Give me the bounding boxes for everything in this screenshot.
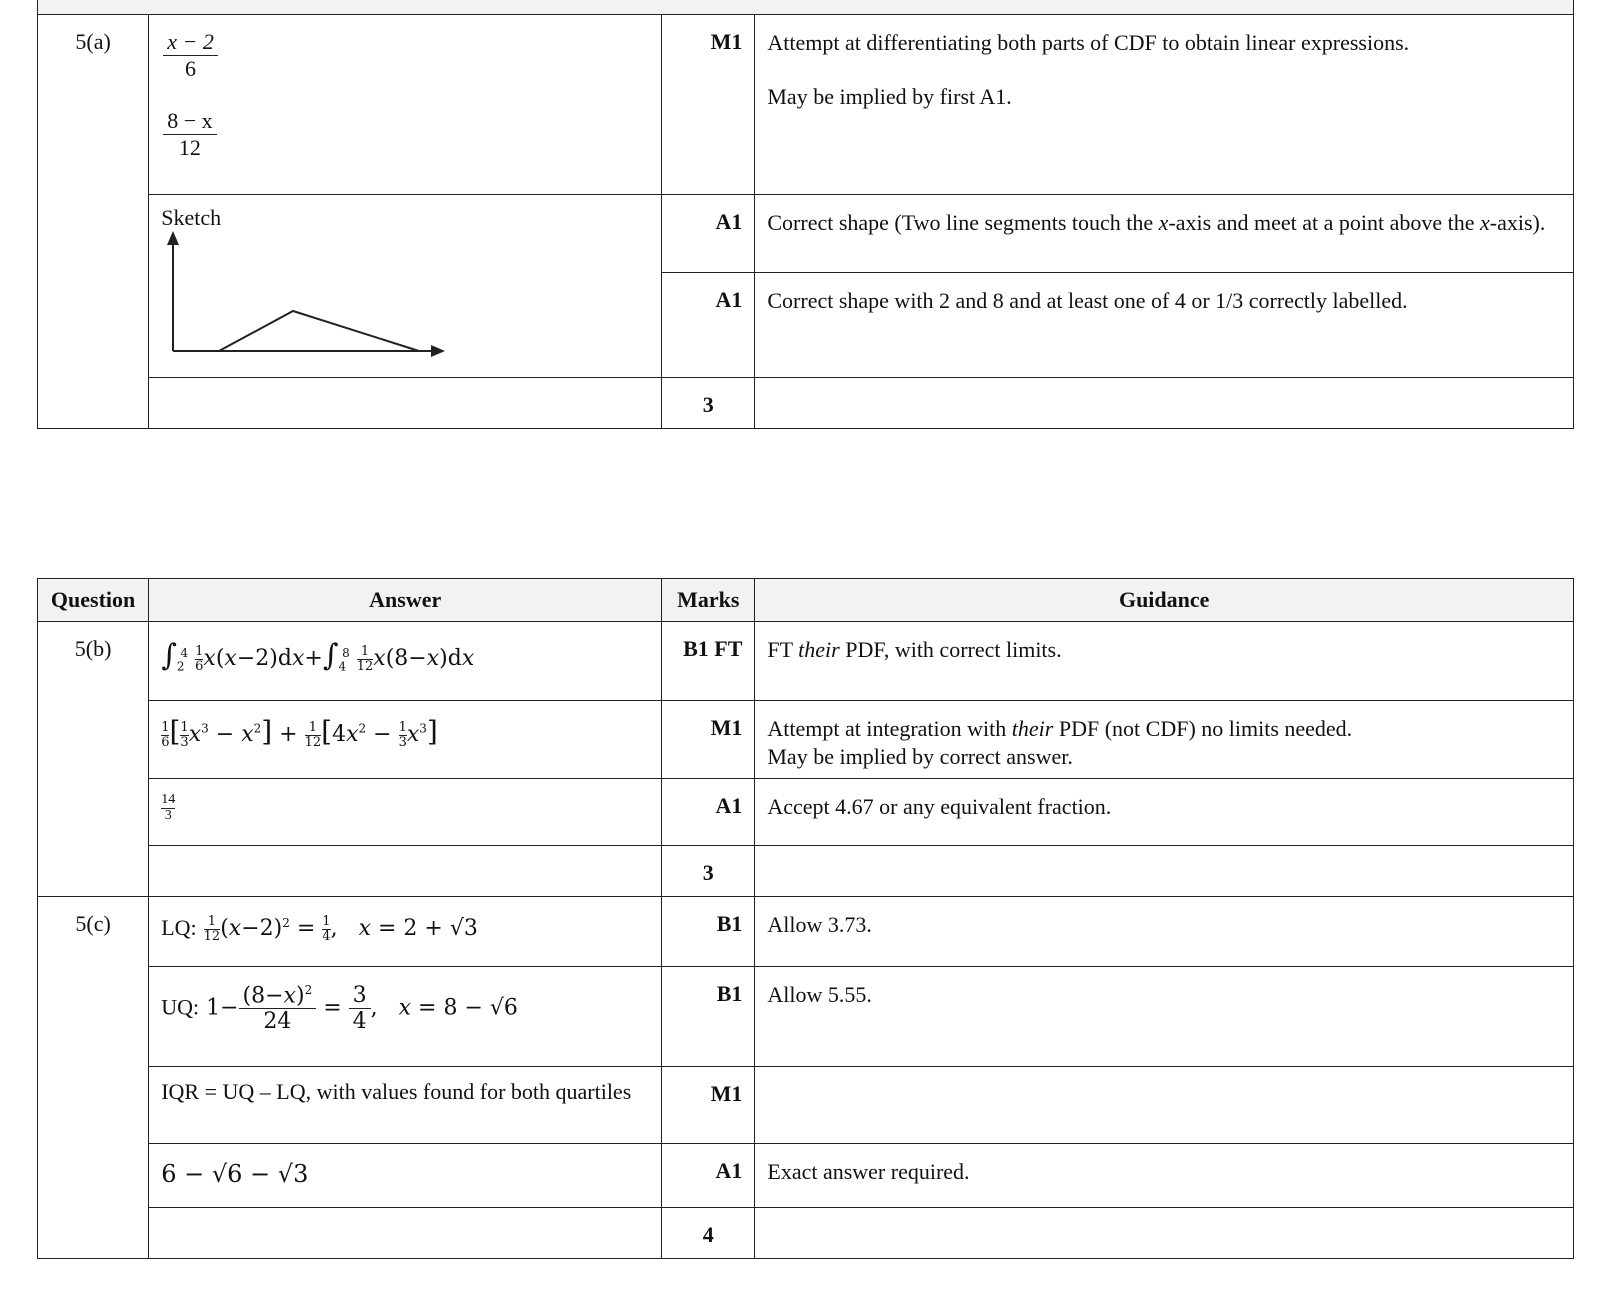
question-number: 5(c) (38, 897, 149, 1259)
guidance-cell: Allow 5.55. (755, 967, 1574, 1067)
answer-iqr-method: IQR = UQ – LQ, with values found for both quartiles (149, 1067, 662, 1144)
guidance-cell: Exact answer required. (755, 1144, 1574, 1208)
pdf-sketch (161, 231, 461, 361)
guidance-cell: Accept 4.67 or any equivalent fraction. (755, 779, 1574, 846)
sketch-cell (149, 195, 662, 378)
total-marks: 4 (662, 1208, 755, 1259)
answer-iqr-value: 6 − √6 − √3 (149, 1144, 662, 1208)
mark-scheme-table-5a (37, 14, 1574, 429)
guidance-cell: Correct shape (Two line segments touch the x-axis and meet at a point above the x-axis). (755, 195, 1574, 273)
total-marks: 3 (662, 846, 755, 897)
answer-antiderivative: $\frac{1}{6}$ [$\frac{1}{3}$ $x^3 - x^2] + \frac{1}{12}$ [$4x^2 - \frac{1}{3}$ $x^3$] (149, 701, 662, 779)
answer-value: $\frac{14}{3}$ (149, 779, 662, 846)
mark-cell: A1 (662, 273, 755, 378)
mark-cell: A1 (662, 779, 755, 846)
answer-lower-quartile: LQ: $\frac{1}{12}$ $(x-2)^2 = \frac{1}{4}$ , x = 2 + √3 (149, 897, 662, 967)
previous-header-strip (37, 0, 1574, 15)
empty-guidance-cell (755, 378, 1574, 429)
mark-scheme-table-5bc (37, 578, 1574, 1259)
header-question: Question (38, 579, 149, 622)
header-guidance: Guidance (755, 579, 1574, 622)
mark-cell: A1 (662, 195, 755, 273)
guidance-cell (755, 1067, 1574, 1144)
empty-guidance-cell (755, 1208, 1574, 1259)
empty-answer-cell (149, 378, 662, 429)
total-marks: 3 (662, 378, 755, 429)
y-axis-arrow (167, 231, 179, 245)
guidance-cell: Correct shape with 2 and 8 and at least one of 4 or 1/3 correctly labelled. (755, 273, 1574, 378)
question-number: 5(b) (38, 622, 149, 897)
answer-integral: $\int_2^4 \frac{1}{6}$ $x(x-2)dx+\int_4^8 \frac{1}{12}$ x(8−x)dx (149, 622, 662, 701)
guidance-cell: Attempt at differentiating both parts of CDF to obtain linear expressions. May be implied by first A1. (755, 15, 1574, 195)
mark-cell: M1 (662, 1067, 755, 1144)
header-answer: Answer (149, 579, 662, 622)
guidance-cell: Allow 3.73. (755, 897, 1574, 967)
mark-cell: M1 (662, 701, 755, 779)
sketch-label: Sketch (161, 205, 222, 230)
pdf-fraction-2: $\frac{8 - x}{12}$ (163, 108, 216, 161)
empty-guidance-cell (755, 846, 1574, 897)
mark-cell: B1 FT (662, 622, 755, 701)
header-marks: Marks (662, 579, 755, 622)
empty-answer-cell (149, 1208, 662, 1259)
guidance-cell: Attempt at integration with their PDF (not CDF) no limits needed. May be implied by correct answer. (755, 701, 1574, 779)
question-number: 5(a) (38, 15, 149, 429)
mark-cell: B1 (662, 967, 755, 1067)
guidance-cell: FT their PDF, with correct limits. (755, 622, 1574, 701)
answer-upper-quartile: UQ: 1− $\frac{(8-x)^2}{24}$ = $\frac{3}{4}$ , x = 8 − √6 (149, 967, 662, 1067)
x-axis-arrow (431, 345, 445, 357)
empty-answer-cell (149, 846, 662, 897)
mark-cell: A1 (662, 1144, 755, 1208)
answer-cell (149, 15, 662, 195)
pdf-fraction-1: $\frac{x - 2}{6}$ (163, 29, 218, 82)
mark-cell: B1 (662, 897, 755, 967)
pdf-triangle (219, 311, 419, 351)
mark-cell: M1 (662, 15, 755, 195)
